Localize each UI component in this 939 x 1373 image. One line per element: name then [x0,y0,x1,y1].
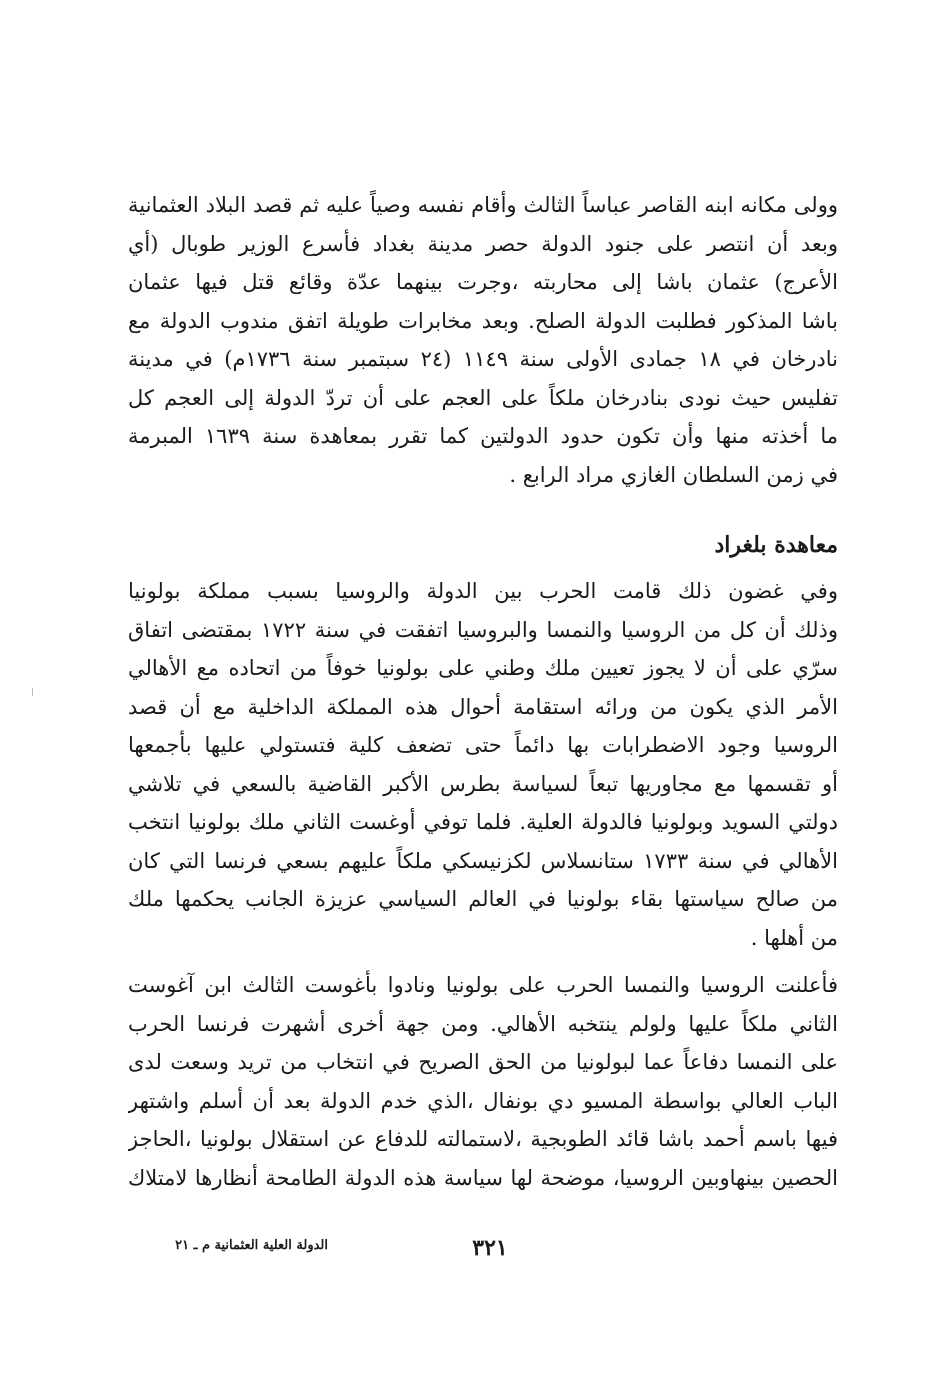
text-line: الأهالي في سنة ١٧٣٣ ستانسلاس لكزنيسكي ملكاً عليهم بسعي فرنسا التي كان [128,848,838,873]
text-line: من أهلها . [750,925,838,950]
text-line: تفليس حيث نودى بنادرخان ملكاً على العجم على أن تردّ الدولة إلى العجم كل [128,385,838,410]
text-line: فيها باسم أحمد باشا قائد الطوبجية ،لاستمالته للدفاع عن استقلال بولونيا ،الحاجز [128,1127,838,1151]
text-line: الثاني ملكاً عليها ولولم ينتخبه الأهالي. ومن جهة أخرى أشهرت فرنسا الحرب [128,1011,838,1036]
text-line: الباب العالي بواسطة المسيو دي بونفال ،الذي خدم الدولة بعد أن أسلم واشتهر [128,1088,838,1113]
page-number: ٣٢١ [472,1235,508,1261]
text-line: الأمر الذي يكون من ورائه استقامة أحوال هذه المملكة الداخلية مع أن قصد [128,694,838,719]
footer-book-title: الدولة العلية العثمانية م ـ ٢١ [175,1238,328,1253]
text-line: ما أخذته منها وأن تكون حدود الدولتين كما تقرر بمعاهدة سنة ١٦٣٩ المبرمة [128,424,838,448]
text-line: وبعد أن انتصر على جنود الدولة حصر مدينة بغداد فأسرع الوزير طوبال (أي [128,231,838,256]
text-line: فأعلنت الروسيا والنمسا الحرب على بولونيا ونادوا بأغوست الثالث ابن آغوست [128,973,838,997]
text-line: دولتي السويد وبولونيا فالدولة العلية. فلما توفي أوغست الثاني ملك بولونيا انتخب [128,810,838,834]
text-line: في زمن السلطان الغازي مراد الرابع . [509,462,838,487]
section-heading: معاهدة بلغراد [714,532,838,558]
text-line: وفي غضون ذلك قامت الحرب بين الدولة والروسيا بسبب مملكة بولونيا [128,579,838,603]
text-line: من صالح سياستها بقاء بولونيا في العالم السياسي عزيزة الجانب يحكمها ملك [128,887,838,911]
text-line: نادرخان في ١٨ جمادى الأولى سنة ١١٤٩ (٢٤ سبتمبر سنة ١٧٣٦م) في مدينة [128,347,838,371]
text-line: وولى مكانه ابنه القاصر عباساً الثالث وأقام نفسه وصياً عليه ثم قصد البلاد العثمانية [128,193,838,217]
paragraph-3 [128,966,838,1197]
text-line: الحصين بينهاوبين الروسيا، موضحة لها سياسة هذه الدولة الطامحة أنظارها لامتلاك [128,1165,838,1190]
text-line: على النمسا دفاعاً عما لبولونيا من الحق الصريح في انتخاب من تريد وسعت لدى [128,1050,838,1074]
paragraph-1 [128,186,838,494]
text-line: أو تقسمها مع مجاوريها تبعاً لسياسة بطرس الأكبر القاضية بالسعي في تلاشي [128,771,838,796]
text-line: وذلك أن كل من الروسيا والنمسا والبروسيا اتفقت في سنة ١٧٢٢ بمقتضى اتفاق [128,617,838,642]
text-line: باشا المذكور فطلبت الدولة الصلح. وبعد مخابرات طويلة اتفق مندوب الدولة مع [128,308,838,333]
text-line: سرّي على أن لا يجوز تعيين ملك وطني على بولونيا خوفاً من اتحاده مع الأهالي [128,656,838,680]
paragraph-2 [128,572,838,957]
margin-mark [32,688,33,696]
text-line: الروسيا وجود الاضطرابات بها دائماً حتى تضعف كلية فتستولي عليها بأجمعها [128,733,838,757]
text-line: الأعرج) عثمان باشا إلى محاربته ،وجرت بينهما عدّة وقائع قتل فيها عثمان [128,270,838,294]
